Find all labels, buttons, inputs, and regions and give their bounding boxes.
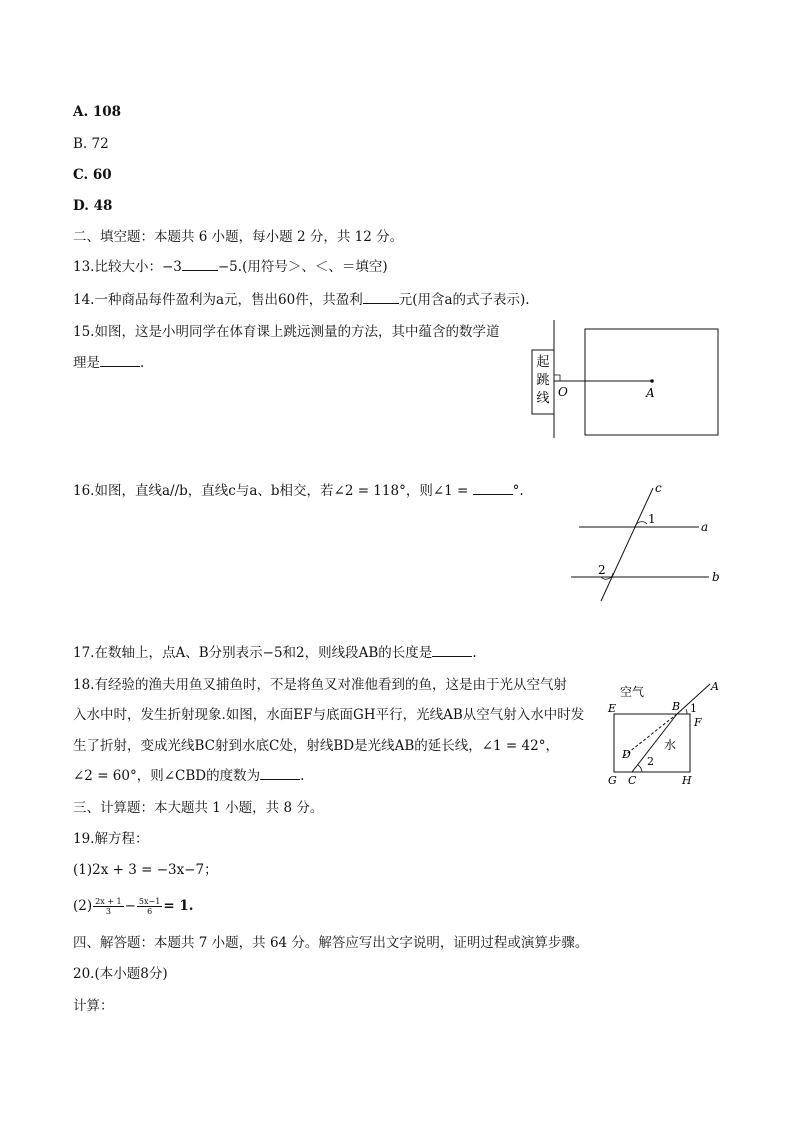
angle-1-arc [686, 709, 687, 714]
label-f: F [694, 716, 702, 729]
takeoff-char-1: 起 [536, 355, 550, 370]
angle-1-label: 1 [690, 702, 697, 715]
question-13 [73, 258, 388, 276]
q18-line1: 18.有经验的渔夫用鱼叉捕鱼时，不是将鱼叉对准他看到的鱼，这是由于光从空气射 [73, 677, 567, 693]
label-a: A [646, 386, 655, 400]
label-o: O [558, 385, 568, 399]
q15-line1: 15.如图，这是小明同学在体育课上跳远测量的方法，其中蕴含的数学道 [73, 324, 500, 340]
q20-prompt: 计算： [73, 998, 114, 1014]
q19-part2-suffix: = 1. [163, 898, 194, 914]
section3-header: 三、计算题：本大题共 1 小题，共 8 分。 [73, 800, 324, 816]
q17-text-after: . [472, 645, 477, 661]
label-e: E [608, 702, 617, 715]
minus-sign: − [124, 898, 136, 914]
label-a: A [711, 680, 719, 693]
label-b: B [672, 700, 681, 713]
refraction-figure [604, 676, 729, 791]
q15-line2 [73, 354, 144, 372]
q15-answer-blank[interactable] [100, 354, 140, 367]
fraction-1-numerator: 2x + 1 [95, 897, 122, 906]
q16-text-after: °. [512, 483, 524, 499]
q18-text-after: . [300, 768, 305, 784]
label-c: c [655, 481, 662, 495]
label-c: C [628, 774, 637, 787]
choice-b: B. 72 [73, 136, 109, 152]
fraction-1-denominator: 3 [105, 907, 111, 916]
q13-text-before: 13.比较大小：−3 [73, 259, 182, 275]
q14-text-after: 元(用含a的式子表示). [398, 292, 530, 308]
angle-2-arc [638, 765, 642, 772]
angle-1-label: 1 [648, 512, 656, 526]
choice-a: A. 108 [73, 104, 122, 120]
q17-text-before: 17.在数轴上，点A、B分别表示−5和2，则线段AB的长度是 [73, 645, 433, 661]
q19-part2 [73, 897, 193, 916]
section2-header: 二、填空题：本题共 6 小题，每小题 2 分，共 12 分。 [73, 229, 404, 245]
fraction-2-denominator: 6 [147, 907, 153, 916]
q16-text-before: 16.如图，直线a//b，直线c与a、b相交，若∠2 = 118°，则∠1 = [73, 483, 473, 499]
question-16 [73, 482, 524, 500]
q16-answer-blank[interactable] [473, 482, 513, 495]
label-g: G [608, 774, 617, 787]
q18-text-before: ∠2 = 60°，则∠CBD的度数为 [73, 768, 261, 784]
right-angle-mark [554, 375, 560, 381]
long-jump-figure [520, 318, 730, 443]
angle-2-label: 2 [647, 755, 654, 768]
q13-text-after: −5.(用符号＞、＜、＝填空) [217, 259, 388, 275]
choice-d: D. 48 [73, 198, 113, 214]
q15-text-after: . [140, 355, 145, 371]
q18-line2: 入水中时，发生折射现象.如图，水面EF与底面GH平行，光线AB从空气射入水中时发 [73, 707, 585, 723]
section4-header: 四、解答题：本题共 7 小题，共 64 分。解答应写出文字说明，证明过程或演算步骤。 [73, 935, 589, 951]
q13-answer-blank[interactable] [182, 258, 218, 271]
fraction-2-numerator: 5x−1 [138, 897, 161, 906]
label-h: H [682, 774, 692, 787]
q18-line4 [73, 767, 304, 785]
parallel-lines-figure [565, 480, 730, 605]
takeoff-char-3: 线 [536, 391, 550, 406]
water-label: 水 [664, 738, 677, 752]
label-d: D [622, 748, 631, 761]
question-14 [73, 291, 530, 309]
q18-answer-blank[interactable] [260, 767, 300, 780]
question-17 [73, 644, 477, 662]
q19-title: 19.解方程： [73, 831, 149, 847]
label-b: b [712, 570, 720, 584]
point-a [650, 379, 654, 383]
fraction-2 [137, 897, 162, 916]
q19-part1: (1)2x + 3 = −3x−7； [73, 862, 218, 878]
q15-text-before: 理是 [73, 355, 100, 371]
label-a: a [701, 520, 709, 534]
fraction-1 [93, 897, 123, 916]
q20-title: 20.(本小题8分) [73, 966, 168, 982]
q17-answer-blank[interactable] [432, 644, 472, 657]
choice-c: C. 60 [73, 167, 112, 183]
q18-line3: 生了折射，变成光线BC射到水底C处，射线BD是光线AB的延长线，∠1 = 42°， [73, 738, 559, 754]
takeoff-char-2: 跳 [536, 373, 550, 388]
q19-part2-prefix: (2) [73, 898, 93, 914]
air-label: 空气 [620, 685, 645, 699]
angle-2-label: 2 [598, 563, 606, 577]
q14-answer-blank[interactable] [363, 291, 399, 304]
q14-text-before: 14.一种商品每件盈利为a元，售出60件，共盈利 [73, 292, 363, 308]
line-c [601, 488, 653, 601]
